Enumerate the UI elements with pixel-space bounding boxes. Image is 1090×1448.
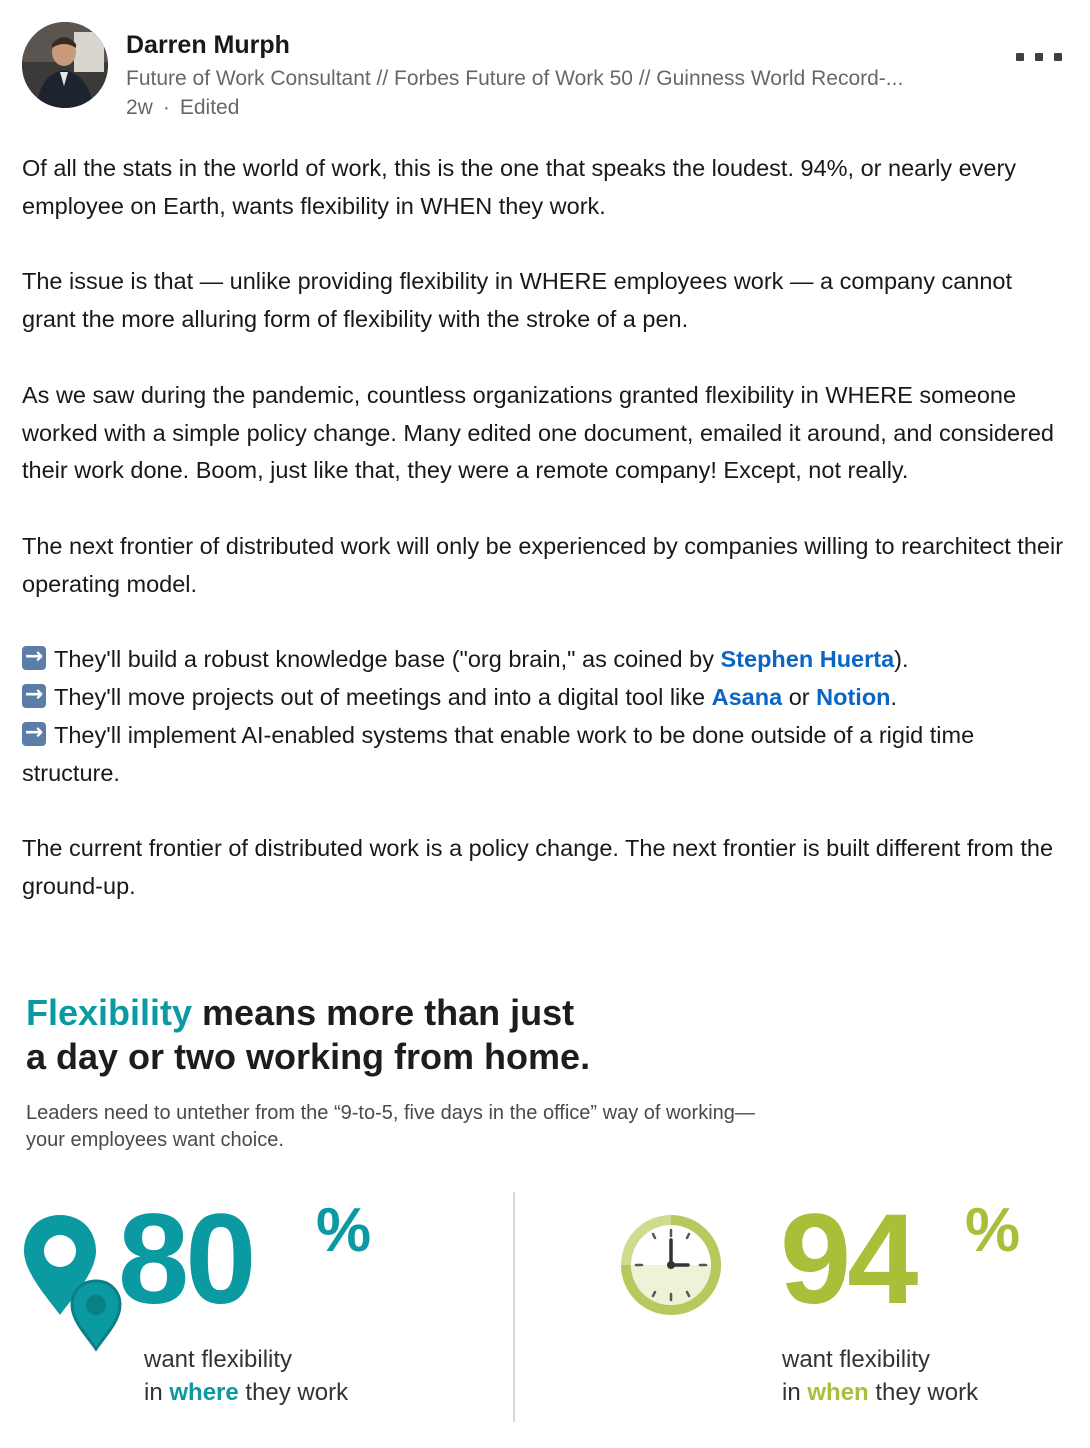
post-paragraph: The next frontier of distributed work will only be experienced by companies willing to rearchitect their operating model. bbox=[22, 532, 1064, 597]
meta-separator: · bbox=[162, 96, 170, 119]
more-options-button[interactable] bbox=[1016, 42, 1062, 72]
caption-line: want flexibility bbox=[782, 1346, 931, 1373]
title-highlight: Flexibility bbox=[26, 992, 193, 1033]
mention-link[interactable]: Notion bbox=[816, 684, 891, 711]
stat-when-percent: % bbox=[965, 1196, 1021, 1265]
post-image[interactable] bbox=[0, 985, 1090, 1448]
bullet-text: or bbox=[782, 684, 817, 711]
infographic-subtitle bbox=[26, 1100, 886, 1154]
subtitle-line: your employees want choice. bbox=[26, 1129, 284, 1151]
caption-highlight: when bbox=[807, 1379, 869, 1406]
bullet-text: They'll implement AI-enabled systems that enable work to be done outside of a rigid time structure. bbox=[22, 721, 975, 786]
post-paragraph: Of all the stats in the world of work, this is the one that speaks the loudest. 94%, or nearly every employee on Earth, wants flexibility in WHEN they work. bbox=[22, 155, 1017, 219]
post-paragraph: The current frontier of distributed work is a policy change. The next frontier is built different from the ground-up. bbox=[22, 835, 1054, 900]
bullet-text: They'll move projects out of meetings and into a digital tool like bbox=[54, 684, 712, 711]
right-arrow-icon bbox=[22, 722, 46, 746]
caption-rest: they work bbox=[868, 1379, 979, 1406]
stat-where-value: 80 bbox=[118, 1188, 253, 1331]
bullet-text: . bbox=[890, 684, 898, 711]
caption-highlight: where bbox=[169, 1379, 239, 1406]
stats-divider bbox=[513, 1192, 515, 1422]
stat-when-caption bbox=[782, 1343, 978, 1409]
author-avatar[interactable] bbox=[22, 22, 108, 108]
bullet-text: They'll build a robust knowledge base ("org brain," as coined by bbox=[54, 646, 721, 673]
edited-label: Edited bbox=[179, 96, 240, 119]
caption-line: want flexibility bbox=[144, 1346, 293, 1373]
bullet-text: ). bbox=[894, 646, 909, 673]
more-options-dot bbox=[1054, 53, 1062, 61]
clock-icon bbox=[616, 1210, 726, 1320]
subtitle-line: Leaders need to untether from the “9-to-5, five days in the office” way of working— bbox=[26, 1102, 755, 1124]
author-headline: Future of Work Consultant // Forbes Future of Work 50 // Guinness World Record-... bbox=[126, 67, 904, 90]
mention-link[interactable]: Stephen Huerta bbox=[720, 646, 895, 673]
post-paragraph: The issue is that — unlike providing flexibility in WHERE employees work — a company cannot grant the more alluring form of flexibility with the stroke of a pen. bbox=[22, 268, 1013, 333]
post-paragraph: As we saw during the pandemic, countless organizations granted flexibility in WHERE someone worked with a simple policy change. Many edited one document, emailed it around, and considered their work done. Boom, just like that, they were a remote company! Except, not really. bbox=[22, 381, 1054, 484]
mention-link[interactable]: Asana bbox=[711, 684, 783, 711]
right-arrow-icon bbox=[22, 684, 46, 708]
stat-where-percent: % bbox=[316, 1196, 372, 1265]
title-line2: a day or two working from home. bbox=[26, 1036, 591, 1077]
title-rest: means more than just bbox=[192, 992, 575, 1033]
post-time: 2w bbox=[126, 96, 153, 119]
caption-in: in bbox=[782, 1379, 808, 1406]
author-name[interactable]: Darren Murph bbox=[126, 31, 290, 59]
stat-where-caption bbox=[144, 1343, 348, 1409]
bullet-list bbox=[22, 641, 1072, 792]
post-body bbox=[22, 150, 1072, 944]
infographic-title bbox=[26, 991, 726, 1079]
stat-when-value: 94 bbox=[780, 1188, 915, 1331]
location-pin-icon bbox=[20, 1211, 130, 1361]
post-meta bbox=[126, 96, 239, 120]
caption-rest: they work bbox=[238, 1379, 349, 1406]
post-header bbox=[22, 22, 1068, 122]
more-options-dot bbox=[1035, 53, 1043, 61]
caption-in: in bbox=[144, 1379, 170, 1406]
right-arrow-icon bbox=[22, 646, 46, 670]
profile-photo-icon bbox=[22, 22, 108, 108]
more-options-icon bbox=[1016, 53, 1024, 61]
